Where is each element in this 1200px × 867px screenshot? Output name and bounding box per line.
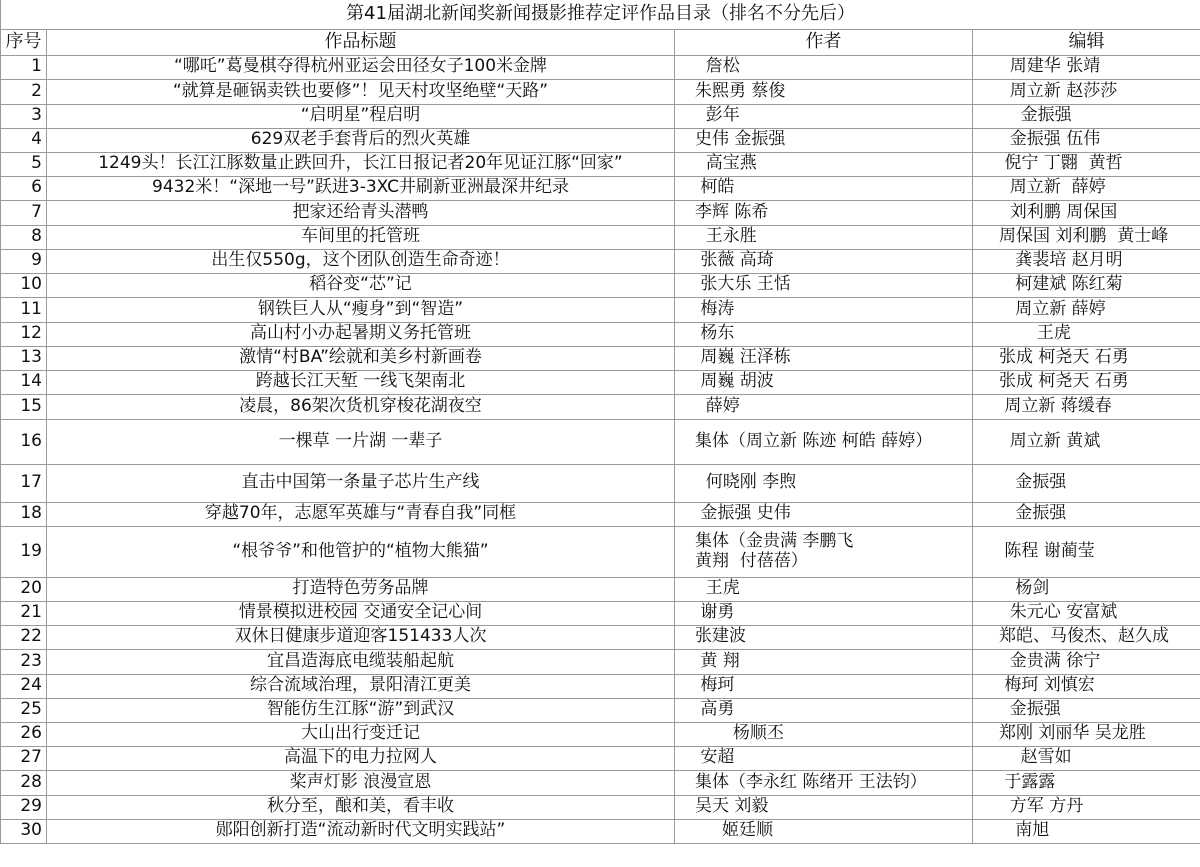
author-cell[interactable]: 谢勇 <box>675 601 973 625</box>
row-number[interactable]: 26 <box>1 722 47 746</box>
row-number[interactable]: 3 <box>1 104 47 128</box>
row-number[interactable]: 1 <box>1 55 47 79</box>
work-title[interactable]: 高温下的电力拉网人 <box>47 746 675 770</box>
table-row <box>1 577 1200 601</box>
work-title[interactable]: “哪吒”葛曼棋夺得杭州亚运会田径女子100米金牌 <box>47 55 675 79</box>
row-number[interactable]: 17 <box>1 464 47 502</box>
row-number[interactable]: 25 <box>1 698 47 722</box>
editor-cell[interactable]: 周保国 刘利鹏 黄士峰 <box>973 225 1200 249</box>
editor-cell[interactable]: 南旭 <box>973 819 1200 843</box>
header-author[interactable]: 作者 <box>675 29 973 55</box>
author-cell[interactable]: 安超 <box>675 746 973 770</box>
editor-cell[interactable]: 柯建斌 陈红菊 <box>973 273 1200 297</box>
editor-cell[interactable]: 周立新 薛婷 <box>973 176 1200 200</box>
work-title[interactable]: 629双老手套背后的烈火英雄 <box>47 128 675 152</box>
work-title[interactable]: 1249头！长江江豚数量止跌回升，长江日报记者20年见证江豚“回家” <box>47 152 675 176</box>
work-title[interactable]: 直击中国第一条量子芯片生产线 <box>47 464 675 502</box>
work-title[interactable]: 钢铁巨人从“瘦身”到“智造” <box>47 297 675 322</box>
editor-cell[interactable]: 金振强 <box>973 502 1200 526</box>
work-title[interactable]: “根爷爷”和他管护的“植物大熊猫” <box>47 526 675 577</box>
row-number[interactable]: 24 <box>1 674 47 698</box>
row-number[interactable]: 10 <box>1 273 47 297</box>
header-editor[interactable]: 编辑 <box>973 29 1200 55</box>
editor-cell[interactable]: 金振强 <box>973 104 1200 128</box>
row-number[interactable]: 5 <box>1 152 47 176</box>
row-number[interactable]: 30 <box>1 819 47 843</box>
row-number[interactable]: 15 <box>1 394 47 419</box>
author-cell[interactable]: 吴天 刘毅 <box>675 795 973 819</box>
row-number[interactable]: 9 <box>1 249 47 273</box>
author-cell[interactable]: 梅珂 <box>675 674 973 698</box>
sheet-title[interactable]: 第41届湖北新闻奖新闻摄影推荐定评作品目录（排名不分先后） <box>1 0 1200 29</box>
author-cell[interactable]: 高勇 <box>675 698 973 722</box>
work-title[interactable]: 秋分至，酿和美，看丰收 <box>47 795 675 819</box>
editor-cell[interactable]: 周立新 赵莎莎 <box>973 79 1200 104</box>
author-cell[interactable]: 詹松 <box>675 55 973 79</box>
work-title[interactable]: 智能仿生江豚“游”到武汉 <box>47 698 675 722</box>
editor-cell[interactable]: 金振强 <box>973 698 1200 722</box>
author-cell[interactable]: 王永胜 <box>675 225 973 249</box>
author-cell[interactable]: 杨东 <box>675 322 973 346</box>
work-title[interactable]: 情景模拟进校园 交通安全记心间 <box>47 601 675 625</box>
row-number[interactable]: 27 <box>1 746 47 770</box>
row-number[interactable]: 16 <box>1 419 47 464</box>
row-number[interactable]: 19 <box>1 526 47 577</box>
table-row <box>1 297 1200 322</box>
work-title[interactable]: 综合流域治理，景阳清江更美 <box>47 674 675 698</box>
row-number[interactable]: 4 <box>1 128 47 152</box>
author-cell[interactable]: 金振强 史伟 <box>675 502 973 526</box>
author-cell[interactable]: 张大乐 王恬 <box>675 273 973 297</box>
table-row <box>1 601 1200 625</box>
editor-cell[interactable]: 赵雪如 <box>973 746 1200 770</box>
editor-cell[interactable]: 张成 柯尧天 石勇 <box>973 370 1200 394</box>
editor-cell[interactable]: 杨剑 <box>973 577 1200 601</box>
work-title[interactable]: 打造特色劳务品牌 <box>47 577 675 601</box>
editor-cell[interactable]: 陈程 谢蔺莹 <box>973 526 1200 577</box>
table-row <box>1 819 1200 843</box>
editor-cell[interactable]: 倪宁 丁翾 黄哲 <box>973 152 1200 176</box>
row-number[interactable]: 2 <box>1 79 47 104</box>
row-number[interactable]: 28 <box>1 770 47 795</box>
editor-cell[interactable]: 王虎 <box>973 322 1200 346</box>
author-cell[interactable]: 何晓刚 李煦 <box>675 464 973 502</box>
work-title[interactable]: 9432米！“深地一号”跃进3-3XC井刷新亚洲最深井纪录 <box>47 176 675 200</box>
editor-cell[interactable]: 金振强 伍伟 <box>973 128 1200 152</box>
table-row <box>1 526 1200 577</box>
author-cell[interactable]: 彭年 <box>675 104 973 128</box>
work-title[interactable]: 大山出行变迁记 <box>47 722 675 746</box>
author-cell[interactable]: 集体（李永红 陈绪开 王法钧） <box>675 770 973 795</box>
author-cell[interactable]: 黄 翔 <box>675 649 973 674</box>
work-title[interactable]: 高山村小办起暑期义务托管班 <box>47 322 675 346</box>
table-row <box>1 55 1200 79</box>
work-title[interactable]: 稻谷变“芯”记 <box>47 273 675 297</box>
author-cell[interactable]: 薛婷 <box>675 394 973 419</box>
author-cell[interactable]: 柯皓 <box>675 176 973 200</box>
work-title[interactable]: 穿越70年，志愿军英雄与“青春自我”同框 <box>47 502 675 526</box>
row-number[interactable]: 14 <box>1 370 47 394</box>
work-title[interactable]: “就算是砸锅卖铁也要修”！见天村攻坚绝壁“天路” <box>47 79 675 104</box>
author-cell[interactable]: 高宝燕 <box>675 152 973 176</box>
work-title[interactable]: “启明星”程启明 <box>47 104 675 128</box>
table-row <box>1 625 1200 649</box>
work-title[interactable]: 桨声灯影 浪漫宣恩 <box>47 770 675 795</box>
table-row <box>1 104 1200 128</box>
table-row <box>1 128 1200 152</box>
work-title[interactable]: 凌晨，86架次货机穿梭花湖夜空 <box>47 394 675 419</box>
table-row <box>1 649 1200 674</box>
row-number[interactable]: 8 <box>1 225 47 249</box>
table-row <box>1 770 1200 795</box>
work-title[interactable]: 出生仅550g，这个团队创造生命奇迹！ <box>47 249 675 273</box>
author-cell[interactable]: 史伟 金振强 <box>675 128 973 152</box>
work-title[interactable]: 车间里的托管班 <box>47 225 675 249</box>
table-row <box>1 176 1200 200</box>
row-number[interactable]: 23 <box>1 649 47 674</box>
work-title[interactable]: 双休日健康步道迎客151433人次 <box>47 625 675 649</box>
table-row <box>1 225 1200 249</box>
author-cell[interactable]: 周巍 汪泽栋 <box>675 346 973 370</box>
editor-cell[interactable]: 郑刚 刘丽华 吴龙胜 <box>973 722 1200 746</box>
title-row <box>1 0 1200 29</box>
author-cell[interactable]: 杨顺丕 <box>675 722 973 746</box>
row-number[interactable]: 7 <box>1 200 47 225</box>
work-title[interactable]: 宜昌造海底电缆装船起航 <box>47 649 675 674</box>
row-number[interactable]: 22 <box>1 625 47 649</box>
table-row <box>1 200 1200 225</box>
author-cell[interactable]: 张薇 高琦 <box>675 249 973 273</box>
author-cell[interactable]: 姬廷顺 <box>675 819 973 843</box>
table-row <box>1 79 1200 104</box>
row-number[interactable]: 21 <box>1 601 47 625</box>
header-row <box>1 29 1200 55</box>
editor-cell[interactable]: 方军 方丹 <box>973 795 1200 819</box>
table-row <box>1 502 1200 526</box>
author-cell[interactable]: 王虎 <box>675 577 973 601</box>
header-no[interactable]: 序号 <box>1 29 47 55</box>
table-row <box>1 370 1200 394</box>
author-cell[interactable]: 集体（周立新 陈迹 柯皓 薛婷） <box>675 419 973 464</box>
row-number[interactable]: 20 <box>1 577 47 601</box>
row-number[interactable]: 12 <box>1 322 47 346</box>
row-number[interactable]: 6 <box>1 176 47 200</box>
editor-cell[interactable]: 周立新 蒋缓春 <box>973 394 1200 419</box>
work-title[interactable]: 跨越长江天堑 一线飞架南北 <box>47 370 675 394</box>
editor-cell[interactable]: 周立新 黄斌 <box>973 419 1200 464</box>
editor-cell[interactable]: 刘利鹏 周保国 <box>973 200 1200 225</box>
author-cell[interactable]: 张建波 <box>675 625 973 649</box>
row-number[interactable]: 29 <box>1 795 47 819</box>
editor-cell[interactable]: 朱元心 安富斌 <box>973 601 1200 625</box>
header-title[interactable]: 作品标题 <box>47 29 675 55</box>
row-number[interactable]: 18 <box>1 502 47 526</box>
table-row <box>1 346 1200 370</box>
editor-cell[interactable]: 周立新 薛婷 <box>973 297 1200 322</box>
author-cell[interactable]: 李辉 陈希 <box>675 200 973 225</box>
table-row <box>1 698 1200 722</box>
table-row <box>1 322 1200 346</box>
work-title[interactable]: 把家还给青头潜鸭 <box>47 200 675 225</box>
table-row <box>1 464 1200 502</box>
table-row <box>1 419 1200 464</box>
author-cell[interactable]: 集体（金贵满 李鹏飞 黄翔 付蓓蓓） <box>675 526 973 577</box>
table-row <box>1 795 1200 819</box>
work-title[interactable]: 激情“村BA”绘就和美乡村新画卷 <box>47 346 675 370</box>
author-cell[interactable]: 梅涛 <box>675 297 973 322</box>
editor-cell[interactable]: 于露露 <box>973 770 1200 795</box>
editor-cell[interactable]: 梅珂 刘慎宏 <box>973 674 1200 698</box>
editor-cell[interactable]: 张成 柯尧天 石勇 <box>973 346 1200 370</box>
table-row <box>1 152 1200 176</box>
table-row <box>1 746 1200 770</box>
table-row <box>1 394 1200 419</box>
editor-cell[interactable]: 金振强 <box>973 464 1200 502</box>
author-cell[interactable]: 周巍 胡波 <box>675 370 973 394</box>
editor-cell[interactable]: 金贵满 徐宁 <box>973 649 1200 674</box>
row-number[interactable]: 11 <box>1 297 47 322</box>
table-row <box>1 722 1200 746</box>
work-title[interactable]: 一棵草 一片湖 一辈子 <box>47 419 675 464</box>
row-number[interactable]: 13 <box>1 346 47 370</box>
author-cell[interactable]: 朱熙勇 蔡俊 <box>675 79 973 104</box>
editor-cell[interactable]: 郑皑、马俊杰、赵久成 <box>973 625 1200 649</box>
work-title[interactable]: 郧阳创新打造“流动新时代文明实践站” <box>47 819 675 843</box>
table-row <box>1 249 1200 273</box>
editor-cell[interactable]: 周建华 张靖 <box>973 55 1200 79</box>
table-row <box>1 674 1200 698</box>
editor-cell[interactable]: 龚裴培 赵月明 <box>973 249 1200 273</box>
table-row <box>1 273 1200 297</box>
